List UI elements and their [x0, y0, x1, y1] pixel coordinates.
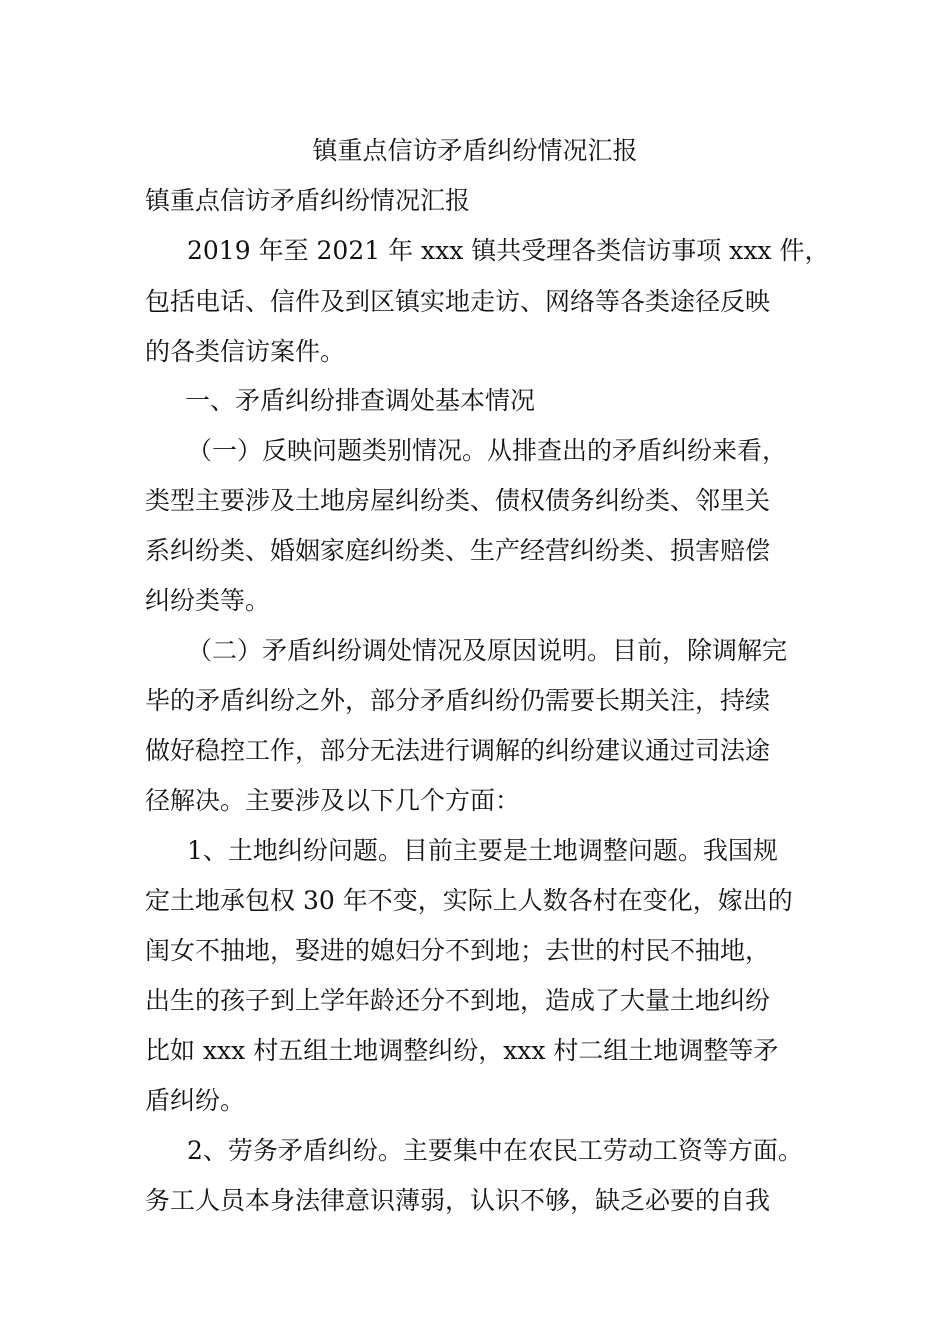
section-heading: 一、矛盾纠纷排查调处基本情况 — [185, 386, 536, 415]
paragraph-line: 1、土地纠纷问题。目前主要是土地调整问题。我国规 — [187, 836, 778, 865]
paragraph-line: 毕的矛盾纠纷之外，部分矛盾纠纷仍需要长期关注，持续 — [145, 686, 771, 715]
paragraph-line: （一）反映问题类别情况。从排查出的矛盾纠纷来看， — [187, 436, 788, 465]
paragraph-line: 出生的孩子到上学年龄还分不到地，造成了大量土地纠纷 — [145, 986, 771, 1015]
paragraph-line: 比如 xxx 村五组土地调整纠纷，xxx 村二组土地调整等矛 — [145, 1036, 779, 1065]
document-title: 镇重点信访矛盾纠纷情况汇报 — [312, 136, 638, 165]
paragraph-line: 包括电话、信件及到区镇实地走访、网络等各类途径反映 — [145, 287, 771, 316]
paragraph-line: 径解决。主要涉及以下几个方面： — [145, 786, 521, 815]
paragraph-line: 务工人员本身法律意识薄弱，认识不够，缺乏必要的自我 — [145, 1186, 771, 1215]
paragraph-line: 定土地承包权 30 年不变，实际上人数各村在变化，嫁出的 — [145, 886, 793, 915]
paragraph-line: 类型主要涉及土地房屋纠纷类、债权债务纠纷类、邻里关 — [145, 486, 771, 515]
paragraph-line: 系纠纷类、婚姻家庭纠纷类、生产经营纠纷类、损害赔偿 — [145, 536, 771, 565]
paragraph-line: 做好稳控工作，部分无法进行调解的纠纷建议通过司法途 — [145, 736, 771, 765]
paragraph-line: （二）矛盾纠纷调处情况及原因说明。目前，除调解完 — [187, 636, 788, 665]
paragraph-line: 的各类信访案件。 — [145, 337, 346, 366]
paragraph-line: 盾纠纷。 — [145, 1086, 246, 1115]
paragraph-line: 纠纷类等。 — [145, 586, 271, 615]
paragraph-line: 2019 年至 2021 年 xxx 镇共受理各类信访事项 xxx 件， — [187, 236, 830, 265]
document-subtitle: 镇重点信访矛盾纠纷情况汇报 — [145, 186, 471, 215]
paragraph-line: 闺女不抽地，娶进的媳妇分不到地；去世的村民不抽地， — [145, 936, 771, 965]
paragraph-line: 2、劳务矛盾纠纷。主要集中在农民工劳动工资等方面。 — [187, 1136, 803, 1165]
